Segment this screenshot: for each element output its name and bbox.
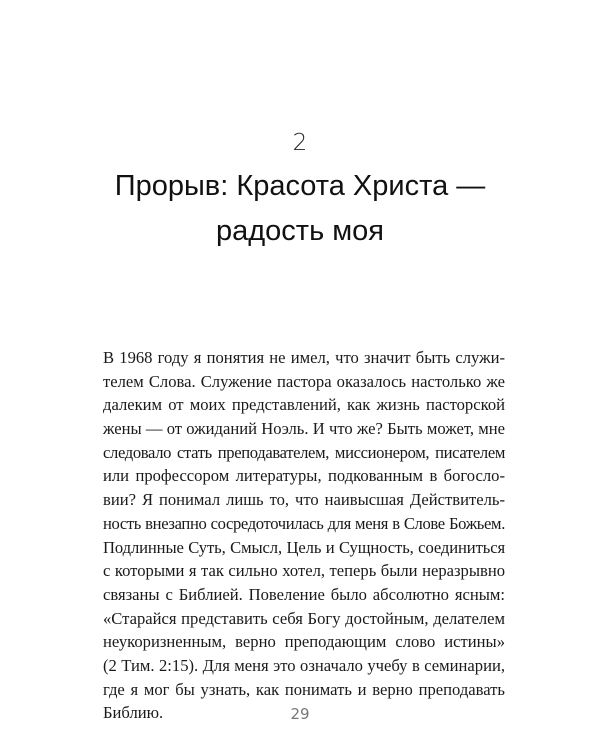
chapter-title-line-1: Прорыв: Красота Христа — <box>114 170 486 202</box>
text-line: жены — от ожиданий Ноэль. И что же? Быть может, мне <box>103 419 505 439</box>
text-line: (2 Тим. 2:15). Для меня это означало учебу в семинарии, <box>103 655 505 675</box>
text-line: телем Слова. Служение пастора оказалось настолько же <box>103 371 505 391</box>
body-paragraph <box>103 346 505 725</box>
text-line: Библию. <box>103 703 164 723</box>
text-line: или профессором литературы, подкованным в богосло- <box>103 466 505 486</box>
page-number: 29 <box>290 705 310 723</box>
text-line: ность внезапно сосредоточилась для меня в Слове Божьем. <box>103 513 505 533</box>
text-line: В 1968 году я понятия не имел, что значит быть служи- <box>103 348 505 367</box>
text-line: с которыми я так сильно хотел, теперь были неразрывно <box>103 561 505 581</box>
text-line: связаны с Библией. Повеление было абсолютно ясным: <box>103 584 505 604</box>
text-line: далеким от моих представлений, как жизнь пасторской <box>103 395 505 415</box>
chapter-title-line-2: радость моя <box>215 215 385 247</box>
text-line: вии? Я понимал лишь то, что наивысшая Действитель- <box>103 490 505 510</box>
text-line: следовало стать преподавателем, миссионером, писателем <box>103 442 505 462</box>
text-line: «Старайся представить себя Богу достойным, делателем <box>103 608 505 628</box>
text-line: Подлинные Суть, Смысл, Цель и Сущность, соединиться <box>103 537 505 557</box>
chapter-number: 2 <box>292 130 308 156</box>
text-line: неукоризненным, верно преподающим слово истины» <box>103 632 505 652</box>
text-line: где я мог бы узнать, как понимать и верно преподавать <box>103 679 505 699</box>
